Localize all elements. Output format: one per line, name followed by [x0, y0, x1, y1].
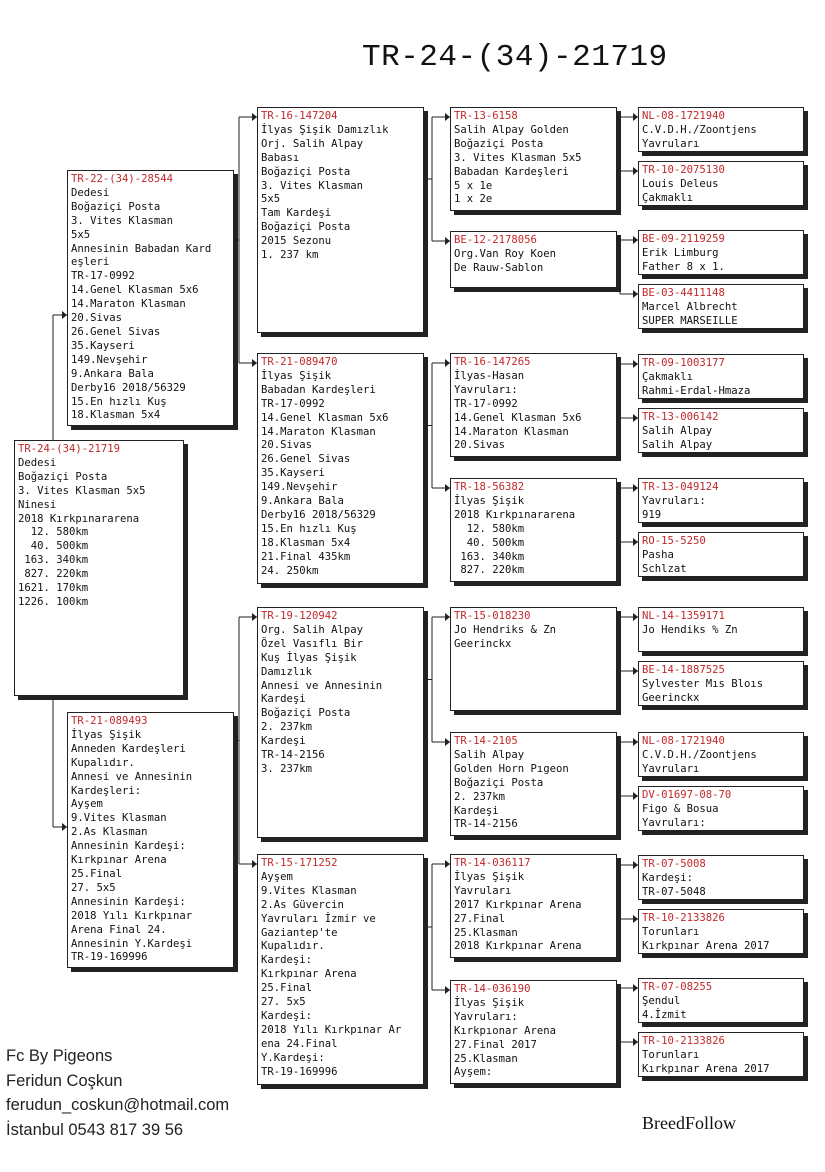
pedigree-note: Kupalıdır.: [71, 756, 135, 769]
connector-sire: [238, 117, 257, 363]
pedigree-note: Damızlık: [261, 665, 313, 678]
pedigree-note: TR-07-5048: [642, 885, 706, 898]
pedigree-note: 25.Final: [71, 867, 123, 880]
pedigree-note: Annesi ve Annesinin: [261, 679, 383, 692]
pedigree-note: 27.Final: [454, 912, 506, 925]
pedigree-note: Geerinckx: [454, 637, 512, 650]
connector-dsd: [620, 742, 638, 796]
pedigree-card-dds[interactable]: [450, 854, 617, 958]
ring-number: NL-08-1721940: [642, 110, 725, 122]
pedigree-note: SUPER MARSEILLE: [642, 314, 738, 327]
pedigree-note: Yavruları:: [642, 816, 706, 829]
pedigree-note: Dedesi: [18, 456, 57, 469]
pedigree-note: Yavruları:: [454, 1010, 518, 1023]
ring-number: TR-15-018230: [454, 610, 531, 622]
ring-number: TR-14-2105: [454, 735, 518, 747]
pedigree-card-g16[interactable]: [638, 1032, 804, 1077]
pedigree-note: Kırkpınar Arena 2017: [642, 939, 770, 952]
pedigree-note: Yavruları İzmir ve: [261, 912, 376, 925]
ring-number: TR-14-036117: [454, 857, 531, 869]
pedigree-note: 2.As Klasman: [71, 826, 148, 839]
pedigree-card-g2[interactable]: [638, 161, 804, 206]
pedigree-note: 9.Ankara Bala: [261, 495, 344, 508]
ring-number: TR-13-6158: [454, 110, 518, 122]
pedigree-note: 3. Vites Klasman: [261, 179, 364, 192]
ring-number: TR-13-006142: [642, 411, 719, 423]
ring-number: BE-14-1887525: [642, 664, 725, 676]
pedigree-note: Jo Hendriks & Zn: [454, 623, 557, 636]
pedigree-note: 163. 340km: [454, 550, 525, 563]
pedigree-card-sss[interactable]: [450, 107, 617, 211]
pedigree-note: Boğaziçi Posta: [261, 707, 351, 720]
pedigree-note: 20.Sivas: [261, 439, 313, 452]
pedigree-note: 4.İzmit: [642, 1008, 687, 1021]
pedigree-note: İlyas Şişik: [454, 870, 525, 883]
pedigree-note: İlyas Şişik Damızlık: [261, 123, 389, 136]
pedigree-card-g10[interactable]: [638, 661, 804, 706]
pedigree-card-dd[interactable]: [257, 854, 424, 1085]
connector-dss: [620, 617, 638, 671]
pedigree-note: 1. 237 km: [261, 249, 319, 262]
ring-number: TR-14-036190: [454, 983, 531, 995]
ring-number: TR-09-1003177: [642, 357, 725, 369]
ring-number: TR-21-089493: [71, 715, 148, 727]
pedigree-note: Geerinckx: [642, 691, 700, 704]
pedigree-note: 2.As Güvercin: [261, 898, 344, 911]
pedigree-note: 12. 580km: [454, 522, 525, 535]
pedigree-note: Annesinin Kardeşi:: [71, 895, 186, 908]
breeder-phone: İstanbul 0543 817 39 56: [6, 1120, 184, 1139]
pedigree-note: Torunları: [642, 1048, 700, 1061]
pedigree-note: Ayşem:: [454, 1066, 493, 1079]
pedigree-card-g13[interactable]: [638, 855, 804, 900]
pedigree-note: Yavruları: [642, 137, 700, 150]
connector-ds: [428, 617, 450, 742]
pedigree-note: 9.Vites Klasman: [71, 812, 167, 825]
pedigree-note: 2. 237km: [261, 721, 313, 734]
ring-number: BE-03-4411148: [642, 287, 725, 299]
pedigree-note: Kardeşleri:: [71, 784, 142, 797]
breeder-contact: [6, 1044, 229, 1142]
pedigree-note: 25.Klasman: [454, 1052, 518, 1065]
pedigree-note: 3. 237km: [261, 762, 313, 775]
pedigree-note: Erik Limburg: [642, 246, 719, 259]
pedigree-note: Kırkpınar Arena: [261, 968, 357, 981]
pedigree-note: 2018 Kırkpınararena: [454, 508, 576, 521]
ring-number: DV-01697-08-70: [642, 789, 732, 801]
pedigree-note: 2018 Kırkpınararena: [18, 512, 140, 525]
ring-number: TR-15-171252: [261, 857, 338, 869]
page-title: TR-24-(34)-21719: [362, 40, 668, 75]
pedigree-note: 1226. 100km: [18, 595, 89, 608]
pedigree-note: 40. 500km: [454, 536, 525, 549]
pedigree-card-g7[interactable]: [638, 478, 804, 523]
pedigree-note: Y.Kardeşi:: [261, 1051, 325, 1064]
ring-number: TR-10-2133826: [642, 1035, 725, 1047]
pedigree-note: 25.Klasman: [454, 926, 518, 939]
pedigree-note: 2. 237km: [454, 790, 506, 803]
pedigree-card-ds[interactable]: [257, 607, 424, 838]
pedigree-note: 24. 250km: [261, 564, 319, 577]
pedigree-note: 26.Genel Sivas: [71, 325, 161, 338]
pedigree-note: Yavruları: [454, 884, 512, 897]
pedigree-note: Kırkpıonar Arena: [454, 1024, 557, 1037]
pedigree-card-dsd[interactable]: [450, 732, 617, 836]
pedigree-note: Marcel Albrecht: [642, 300, 738, 313]
connector-dam: [238, 617, 257, 864]
pedigree-note: 15.En hızlı Kuş: [261, 522, 357, 535]
pedigree-note: Salih Alpay: [642, 438, 713, 451]
pedigree-note: Salih Alpay: [642, 424, 713, 437]
pedigree-note: 35.Kayseri: [261, 467, 325, 480]
pedigree-note: Kırkpınar Arena 2017: [642, 1062, 770, 1075]
pedigree-note: Yavruları: [642, 762, 700, 775]
ring-number: BE-12-2178056: [454, 234, 537, 246]
pedigree-note: Anneden Kardeşleri: [71, 742, 186, 755]
pedigree-note: Sylvester Mıs Bloıs: [642, 677, 764, 690]
pedigree-note: 827. 220km: [454, 564, 525, 577]
pedigree-card-g14[interactable]: [638, 909, 804, 954]
ring-number: TR-10-2075130: [642, 164, 725, 176]
pedigree-note: 9.Ankara Bala: [71, 367, 154, 380]
pedigree-note: Salih Alpay: [454, 748, 525, 761]
pedigree-card-g1[interactable]: [638, 107, 804, 152]
pedigree-note: Boğaziçi Posta: [71, 200, 161, 213]
pedigree-card-g12[interactable]: [638, 786, 804, 831]
pedigree-note: TR-14-2156: [454, 818, 518, 831]
ring-number: TR-19-120942: [261, 610, 338, 622]
ring-number: TR-07-5008: [642, 858, 706, 870]
pedigree-note: Ayşem: [71, 798, 103, 811]
pedigree-card-g6[interactable]: [638, 408, 804, 453]
pedigree-note: 40. 500km: [18, 540, 89, 553]
connector-sdd: [620, 488, 638, 542]
ring-number: TR-21-089470: [261, 356, 338, 368]
connector-sds: [620, 364, 638, 418]
pedigree-note: İlyas Şişik: [454, 494, 525, 507]
pedigree-note: 27.Final 2017: [454, 1038, 537, 1051]
pedigree-note: 5 x 1e: [454, 179, 493, 192]
ring-number: RO-15-5250: [642, 535, 706, 547]
pedigree-note: Yavruları:: [642, 494, 706, 507]
pedigree-note: Kardeşi: [454, 804, 499, 817]
ring-number: TR-24-(34)-21719: [18, 443, 121, 455]
pedigree-note: 27. 5x5: [261, 996, 306, 1009]
pedigree-note: Arena Final 24.: [71, 923, 167, 936]
pedigree-card-g8[interactable]: [638, 532, 804, 577]
pedigree-note: Boğaziçi Posta: [261, 165, 351, 178]
pedigree-card-ss[interactable]: [257, 107, 424, 333]
pedigree-note: eşleri: [71, 256, 110, 269]
pedigree-note: Rahmi-Erdal-Hmaza: [642, 384, 751, 397]
ring-number: BE-09-2119259: [642, 233, 725, 245]
pedigree-note: ena 24.Final: [261, 1037, 338, 1050]
pedigree-note: Babadan Kardeşleri: [454, 165, 569, 178]
pedigree-card-ssd[interactable]: [450, 231, 617, 288]
pedigree-note: Dedesi: [71, 186, 110, 199]
pedigree-note: Çakmaklı: [642, 191, 694, 204]
pedigree-note: 2018 Kırkpınar Arena: [454, 940, 582, 953]
pedigree-card-sdd[interactable]: [450, 478, 617, 582]
pedigree-card-dss[interactable]: [450, 607, 617, 711]
pedigree-note: Pasha: [642, 548, 674, 561]
pedigree-note: TR-14-2156: [261, 749, 325, 762]
pedigree-note: C.V.D.H./Zoontjens: [642, 123, 757, 136]
pedigree-note: Derby16 2018/56329: [261, 508, 376, 521]
pedigree-note: 9.Vites Klasman: [261, 884, 357, 897]
pedigree-note: 3. Vites Klasman: [71, 214, 174, 227]
pedigree-note: Kardeşi:: [642, 871, 694, 884]
connector-dds: [620, 865, 638, 919]
pedigree-note: Annesi ve Annesinin: [71, 770, 193, 783]
pedigree-note: 12. 580km: [18, 526, 89, 539]
pedigree-card-dam[interactable]: [67, 712, 234, 968]
pedigree-note: Kuş İlyas Şişik: [261, 651, 357, 664]
pedigree-card-sd[interactable]: [257, 353, 424, 584]
pedigree-note: 27. 5x5: [71, 881, 116, 894]
pedigree-note: 3. Vites Klasman 5x5: [454, 151, 582, 164]
pedigree-note: İlyas Şişik: [261, 369, 332, 382]
pedigree-note: 14.Genel Klasman 5x6: [261, 411, 389, 424]
pedigree-note: TR-17-0992: [454, 397, 518, 410]
pedigree-note: Derby16 2018/56329: [71, 381, 186, 394]
pedigree-note: 14.Genel Klasman 5x6: [454, 411, 582, 424]
pedigree-note: Babadan Kardeşleri: [261, 383, 376, 396]
pedigree-note: İlyas Şişik: [454, 996, 525, 1009]
pedigree-card-g11[interactable]: [638, 732, 804, 777]
pedigree-card-ddd[interactable]: [450, 980, 617, 1084]
pedigree-note: Çakmaklı: [642, 370, 694, 383]
pedigree-note: 15.En hızlı Kuş: [71, 395, 167, 408]
pedigree-note: Kardeşi: [261, 735, 306, 748]
pedigree-note: Ayşem: [261, 870, 293, 883]
connector-ddd: [620, 988, 638, 1042]
ring-number: TR-18-56382: [454, 481, 525, 493]
pedigree-note: TR-19-169996: [261, 1065, 338, 1078]
pedigree-note: 2018 Yılı Kırkpınar Ar: [261, 1023, 402, 1036]
ring-number: TR-07-08255: [642, 981, 713, 993]
pedigree-card-g5[interactable]: [638, 354, 804, 399]
pedigree-note: Orj. Salih Alpay: [261, 137, 364, 150]
pedigree-note: Boğaziçi Posta: [454, 776, 544, 789]
pedigree-note: 14.Maraton Klasman: [261, 425, 376, 438]
pedigree-note: Figo & Bosua: [642, 802, 719, 815]
pedigree-note: 20.Sivas: [454, 439, 506, 452]
pedigree-note: Yavruları:: [454, 383, 518, 396]
pedigree-note: 14.Maraton Klasman: [71, 298, 186, 311]
pedigree-note: TR-19-169996: [71, 951, 148, 964]
pedigree-note: İlyas-Hasan: [454, 369, 525, 382]
pedigree-note: Özel Vasıflı Bir: [261, 637, 364, 650]
pedigree-note: Annesinin Babadan Kard: [71, 242, 212, 255]
pedigree-note: 1 x 2e: [454, 193, 493, 206]
pedigree-note: 919: [642, 508, 662, 521]
pedigree-note: 18.Klasman 5x4: [71, 409, 161, 422]
pedigree-note: Babası: [261, 151, 300, 164]
pedigree-note: Golden Horn Pıgeon: [454, 762, 569, 775]
pedigree-note: 5x5: [71, 228, 91, 241]
pedigree-note: 21.Final 435km: [261, 550, 351, 563]
pedigree-note: Kupalıdır.: [261, 940, 325, 953]
pedigree-note: Tam Kardeşi: [261, 207, 332, 220]
pedigree-note: Org. Salih Alpay: [261, 623, 364, 636]
ring-number: TR-13-049124: [642, 481, 719, 493]
connector-sd: [428, 363, 450, 488]
pedigree-note: 14.Genel Klasman 5x6: [71, 284, 199, 297]
pedigree-note: 827. 220km: [18, 568, 89, 581]
pedigree-note: 1621. 170km: [18, 582, 89, 595]
pedigree-card-g15[interactable]: [638, 978, 804, 1023]
pedigree-note: 14.Maraton Klasman: [454, 425, 569, 438]
pedigree-note: Jo Hendiks % Zn: [642, 623, 738, 636]
pedigree-note: 2017 Kırkpınar Arena: [454, 898, 582, 911]
pedigree-note: 20.Sivas: [71, 312, 123, 325]
pedigree-note: Boğaziçi Posta: [454, 137, 544, 150]
pedigree-note: Boğaziçi Posta: [261, 221, 351, 234]
ring-number: TR-10-2133826: [642, 912, 725, 924]
connector-ss: [428, 117, 450, 241]
connector-sss: [620, 117, 638, 171]
breeder-name: Feridun Coşkun: [6, 1071, 123, 1090]
pedigree-card-g9[interactable]: [638, 607, 804, 652]
pedigree-note: Torunları: [642, 925, 700, 938]
pedigree-note: Org.Van Roy Koen: [454, 247, 557, 260]
pedigree-note: TR-17-0992: [71, 270, 135, 283]
ring-number: TR-16-147265: [454, 356, 531, 368]
ring-number: NL-14-1359171: [642, 610, 725, 622]
pedigree-card-g3[interactable]: [638, 230, 804, 275]
ring-number: TR-22-(34)-28544: [71, 173, 174, 185]
pedigree-note: Schlzat: [642, 562, 687, 575]
ring-number: NL-08-1721940: [642, 735, 725, 747]
pedigree-card-sire[interactable]: [67, 170, 234, 426]
breeder-email[interactable]: ferudun_coskun@hotmail.com: [6, 1096, 230, 1114]
pedigree-note: 149.Nevşehir: [71, 353, 148, 366]
pedigree-note: Ninesi: [18, 498, 57, 511]
pedigree-note: 149.Nevşehir: [261, 481, 338, 494]
pedigree-note: Boğaziçi Posta: [18, 470, 108, 483]
brand-logo: BreedFollow: [642, 1113, 736, 1133]
pedigree-note: Annesinin Y.Kardeşi: [71, 937, 193, 950]
pedigree-note: Annesinin Kardeşi:: [71, 840, 186, 853]
pedigree-note: 35.Kayseri: [71, 339, 135, 352]
pedigree-note: Kardeşi:: [261, 954, 313, 967]
breeder-loft-name: Fc By Pigeons: [6, 1047, 113, 1065]
pedigree-note: 25.Final: [261, 982, 313, 995]
pedigree-note: 2018 Yılı Kırkpınar: [71, 909, 193, 922]
pedigree-note: 163. 340km: [18, 554, 89, 567]
pedigree-note: TR-17-0992: [261, 397, 325, 410]
pedigree-note: De Rauw-Sablon: [454, 261, 544, 274]
pedigree-note: Salih Alpay Golden: [454, 123, 569, 136]
pedigree-note: İlyas Şişik: [71, 728, 142, 741]
pedigree-note: 18.Klasman 5x4: [261, 536, 351, 549]
pedigree-note: 5x5: [261, 193, 281, 206]
pedigree-note: 26.Genel Sivas: [261, 453, 351, 466]
pedigree-note: 2015 Sezonu: [261, 235, 332, 248]
pedigree-note: Louis Deleus: [642, 177, 719, 190]
connector-dd: [428, 864, 450, 990]
pedigree-note: Kırkpınar Arena: [71, 854, 167, 867]
pedigree-note: Kardeşi: [261, 693, 306, 706]
pedigree-note: Kardeşi:: [261, 1009, 313, 1022]
pedigree-note: Father 8 x 1.: [642, 260, 725, 273]
pedigree-card-g4[interactable]: [638, 284, 804, 329]
pedigree-card-subject[interactable]: [14, 440, 184, 696]
pedigree-note: 3. Vites Klasman 5x5: [18, 484, 146, 497]
ring-number: TR-16-147204: [261, 110, 338, 122]
pedigree-note: Gaziantep'te: [261, 926, 338, 939]
pedigree-note: Şendul: [642, 994, 681, 1007]
connector-ssd: [620, 240, 638, 294]
pedigree-note: C.V.D.H./Zoontjens: [642, 748, 757, 761]
pedigree-card-sds[interactable]: [450, 353, 617, 457]
